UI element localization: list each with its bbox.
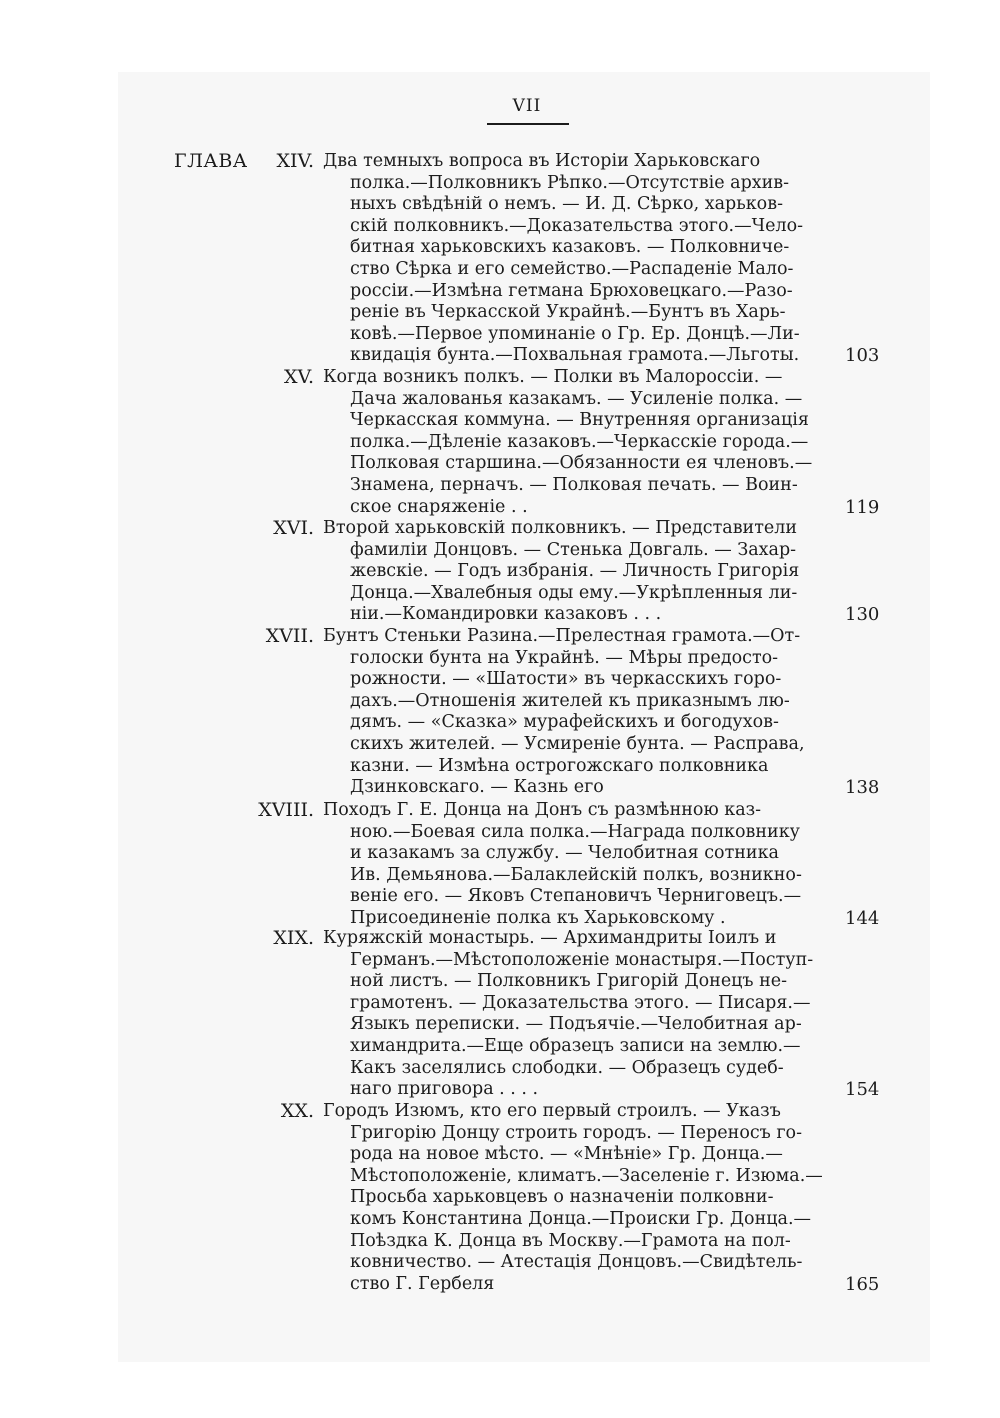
summary-line: Бунтъ Стеньки Разина.—Прелестная грамота.—От- <box>323 626 801 646</box>
summary-line: Григорію Донцу строить городъ. — Переносъ го- <box>350 1122 802 1143</box>
summary-line: Дзинковскаго. — Казнь его <box>350 777 604 798</box>
summary-line: полка.—Полковникъ Рѣпко.—Отсутствіе архив- <box>350 172 790 193</box>
summary-line: ніи.—Командировки казаковъ . . . <box>350 604 662 625</box>
summary-line: ство Г. Гербеля <box>350 1273 495 1294</box>
summary-line: Поѣздка К. Донца въ Москву.—Грамота на пол- <box>350 1230 791 1251</box>
summary-line: Второй харьковскій полковникъ. — Представители <box>323 518 798 538</box>
header-rule <box>487 123 569 125</box>
chapter-summary <box>323 800 831 930</box>
chapter-number: XV. <box>284 366 314 388</box>
summary-line: и казакамъ за службу. — Челобитная сотника <box>350 843 779 864</box>
page-reference: 154 <box>845 1079 880 1101</box>
summary-line: квидація бунта.—Похвальная грамота.—Льготы. <box>350 345 800 366</box>
chapter-number: XVI. <box>273 517 314 539</box>
page-number-header: VII <box>512 96 542 116</box>
summary-line: Два темныхъ вопроса въ Исторіи Харьковскаго <box>323 151 761 171</box>
summary-line: жевскіе. — Годъ избранія. — Личность Григорія <box>350 561 800 582</box>
summary-line: полка.—Дѣленіе казаковъ.—Черкасскіе города.— <box>350 431 809 452</box>
summary-line: Полковая старшина.—Обязанности ея членовъ.— <box>350 453 813 474</box>
chapter-number: XIX. <box>273 927 314 949</box>
chapter-label: ГЛАВА <box>174 150 248 172</box>
summary-line: казни. — Измѣна острогожскаго полковника <box>350 755 769 776</box>
summary-line: Языкъ переписки. — Подъячіе.—Челобитная ар- <box>350 1014 802 1035</box>
summary-line: ское снаряженіе . . <box>350 496 528 517</box>
chapter-number: XX. <box>280 1100 314 1122</box>
chapter-summary <box>323 518 831 626</box>
summary-line: битная харьковскихъ казаковъ. — Полковниче- <box>350 237 790 258</box>
summary-line: Донца.—Хвалебныя оды ему.—Укрѣпленныя ли- <box>350 582 798 603</box>
page-reference: 165 <box>845 1273 880 1295</box>
summary-line: наго приговора . . . . <box>350 1079 539 1100</box>
chapter-summary <box>323 1101 831 1295</box>
summary-line: Ив. Демьянова.—Балаклейскій полкъ, возникно- <box>350 864 802 885</box>
summary-line: Походъ Г. Е. Донца на Донъ съ размѣнною каз- <box>323 800 762 820</box>
summary-line: Просьба харьковцевъ о назначеніи полковни- <box>350 1187 774 1208</box>
summary-line: Городъ Изюмъ, кто его первый строилъ. — Указъ <box>323 1101 781 1121</box>
summary-line: комъ Константина Донца.—Происки Гр. Донца.— <box>350 1208 812 1229</box>
summary-line: дахъ.—Отношенія жителей къ приказнымъ лю- <box>350 690 790 711</box>
chapter-number: XIV. <box>276 150 314 172</box>
summary-line: голоски бунта на Украйнѣ. — Мѣры предосто- <box>350 647 779 668</box>
chapter-summary <box>323 151 831 367</box>
summary-line: ною.—Боевая сила полка.—Награда полковнику <box>350 821 800 842</box>
page-reference: 103 <box>845 345 880 367</box>
page-reference: 119 <box>845 496 880 518</box>
chapter-summary <box>323 626 831 799</box>
summary-line: Когда возникъ полкъ. — Полки въ Малороссіи. — <box>323 367 783 387</box>
summary-line: реніе въ Черкасской Украйнѣ.—Бунтъ въ Харь- <box>350 302 786 323</box>
chapter-summary <box>323 367 831 518</box>
summary-line: ство Сѣрка и его семейство.—Распаденіе Мало- <box>350 258 794 279</box>
summary-line: рода на новое мѣсто. — «Мнѣніе» Гр. Донца.— <box>350 1144 783 1165</box>
summary-line: фамиліи Донцовъ. — Стенька Довгаль. — Захар- <box>350 539 797 560</box>
summary-line: Присоединеніе полка къ Харьковскому . <box>350 907 726 928</box>
summary-line: россіи.—Измѣна гетмана Брюховецкаго.—Разо- <box>350 280 793 301</box>
summary-line: рожности. — «Шатости» въ черкасскихъ горо- <box>350 669 782 690</box>
summary-line: ковничество. — Атестація Донцовъ.—Свидѣтель- <box>350 1252 803 1273</box>
summary-line: Мѣстоположеніе, климатъ.—Заселеніе г. Изюма.— <box>350 1165 823 1186</box>
summary-line: химандрита.—Еще образецъ записи на землю.— <box>350 1035 801 1056</box>
summary-line: Какъ заселялись слободки. — Образецъ судеб- <box>350 1057 784 1078</box>
page-reference: 138 <box>845 777 880 799</box>
chapter-number: XVIII. <box>258 799 314 821</box>
summary-line: Дача жалованья казакамъ. — Усиленіе полка. — <box>350 388 803 409</box>
summary-line: ныхъ свѣдѣній о немъ. — И. Д. Сѣрко, харьков- <box>350 194 783 215</box>
summary-line: дямъ. — «Сказка» мурафейскихъ и богодухов- <box>350 712 779 733</box>
summary-line: скихъ жителей. — Усмиреніе бунта. — Расправа, <box>350 733 805 754</box>
summary-line: веніе его. — Яковъ Степановичъ Черниговецъ.— <box>350 886 802 907</box>
summary-line: Германъ.—Мѣстоположеніе монастыря.—Поступ- <box>350 949 814 970</box>
chapter-summary <box>323 928 831 1101</box>
summary-line: скій полковникъ.—Доказательства этого.—Чело- <box>350 215 804 236</box>
summary-line: Черкасская коммуна. — Внутренняя организація <box>350 410 809 431</box>
summary-line: грамотенъ. — Доказательства этого. — Писаря.— <box>350 992 811 1013</box>
page-reference: 130 <box>845 604 880 626</box>
page-reference: 144 <box>845 908 880 929</box>
summary-line: Куряжскій монастырь. — Архимандриты Іоилъ и <box>323 928 777 948</box>
summary-line: Знамена, перначъ. — Полковая печать. — Воин- <box>350 474 798 495</box>
chapter-number: XVII. <box>265 625 314 647</box>
summary-line: ной листъ. — Полковникъ Григорій Донецъ не- <box>350 971 788 992</box>
summary-line: ковѣ.—Первое упоминаніе о Гр. Ер. Донцѣ.—Ли- <box>350 323 800 344</box>
